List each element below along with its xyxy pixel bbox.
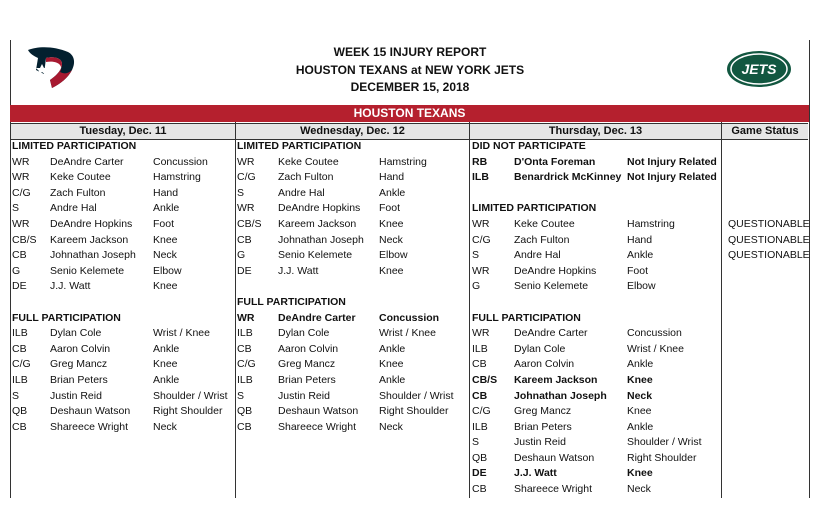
player-row [12, 342, 234, 358]
player-name: Zach Fulton [514, 233, 570, 246]
player-name: DeAndre Carter [514, 327, 588, 340]
blank-row [12, 295, 234, 311]
section-label: LIMITED PARTICIPATION [237, 140, 362, 152]
player-row [472, 373, 802, 389]
report-date: DECEMBER 15, 2018 [350, 80, 470, 94]
player-name: Zach Fulton [50, 186, 106, 199]
player-name: Zach Fulton [278, 171, 334, 184]
player-status: QUESTIONABLE [728, 249, 810, 262]
player-pos: DE [472, 467, 487, 480]
player-pos: ILB [12, 373, 28, 386]
player-row [237, 311, 468, 327]
player-row [472, 435, 802, 451]
player-injury: Knee [379, 217, 404, 230]
player-row [12, 170, 234, 186]
player-injury: Neck [153, 420, 177, 433]
player-name: DeAndre Carter [50, 155, 124, 168]
player-row [237, 248, 468, 264]
player-injury: Concussion [379, 311, 440, 324]
player-pos: WR [237, 202, 255, 215]
player-pos: CB [12, 420, 27, 433]
player-injury: Wrist / Knee [379, 327, 436, 340]
player-pos: G [472, 280, 481, 293]
section-label: LIMITED PARTICIPATION [12, 140, 137, 152]
player-pos: C/G [472, 233, 491, 246]
player-row [237, 389, 468, 405]
player-pos: S [237, 389, 245, 402]
player-injury: Hand [627, 233, 653, 246]
player-pos: CB/S [12, 233, 37, 246]
player-row [237, 357, 468, 373]
player-name: Kareem Jackson [514, 373, 598, 386]
player-injury: Knee [627, 405, 652, 418]
blank-row [472, 186, 802, 202]
blank-row [237, 279, 468, 295]
player-row [472, 451, 802, 467]
player-pos: C/G [237, 171, 256, 184]
player-pos: WR [472, 264, 490, 277]
section-header [472, 139, 802, 155]
player-row [472, 217, 810, 233]
player-name: Senio Kelemete [278, 249, 353, 262]
player-name: Johnathan Joseph [50, 249, 136, 262]
player-name: DeAndre Hopkins [50, 217, 133, 230]
column-divider [235, 122, 236, 498]
player-pos: S [237, 186, 245, 199]
section-header [12, 139, 234, 155]
player-injury: Wrist / Knee [627, 342, 684, 355]
player-injury: Elbow [379, 249, 408, 262]
player-row [472, 248, 810, 264]
player-name: DeAndre Hopkins [514, 264, 597, 277]
column-divider [469, 122, 470, 498]
section-label: FULL PARTICIPATION [12, 311, 121, 324]
player-status: QUESTIONABLE [728, 233, 810, 246]
player-name: J.J. Watt [278, 264, 319, 277]
player-name: Andre Hal [514, 249, 561, 262]
player-name: Keke Coutee [514, 217, 575, 230]
player-pos: CB/S [472, 373, 498, 386]
player-row [472, 170, 802, 186]
player-row [472, 326, 802, 342]
player-name: Greg Mancz [50, 358, 108, 371]
player-pos: WR [472, 217, 490, 230]
wednesday-header: Wednesday, Dec. 12 [236, 123, 469, 140]
player-name: J.J. Watt [50, 280, 91, 293]
player-row [237, 264, 468, 280]
player-pos: CB [237, 233, 252, 246]
thursday-column [472, 139, 810, 498]
player-pos: S [472, 249, 480, 262]
player-row [237, 404, 468, 420]
player-injury: Elbow [153, 264, 182, 277]
player-name: Justin Reid [278, 389, 330, 402]
player-row [472, 357, 802, 373]
player-name: Greg Mancz [514, 405, 572, 418]
player-pos: QB [237, 405, 253, 418]
player-name: Dylan Cole [514, 342, 566, 355]
player-name: Brian Peters [50, 373, 108, 386]
player-name: DeAndre Hopkins [278, 202, 361, 215]
player-name: Senio Kelemete [514, 280, 589, 293]
player-name: Aaron Colvin [278, 342, 339, 355]
player-injury: Shoulder / Wrist [379, 389, 454, 402]
player-row [472, 420, 802, 436]
player-pos: WR [472, 327, 490, 340]
player-status: QUESTIONABLE [728, 217, 810, 230]
player-name: Andre Hal [50, 202, 97, 215]
player-row [237, 233, 468, 249]
player-pos: WR [237, 155, 255, 168]
player-name: Kareem Jackson [50, 233, 129, 246]
player-injury: Ankle [627, 249, 654, 262]
player-row [472, 155, 802, 171]
player-pos: G [12, 264, 21, 277]
tuesday-column [12, 139, 234, 435]
player-pos: ILB [472, 420, 488, 433]
game-status-header: Game Status [722, 123, 808, 140]
player-injury: Not Injury Related [627, 155, 717, 168]
player-injury: Neck [379, 420, 403, 433]
player-name: Johnathan Joseph [514, 389, 607, 402]
player-row [237, 155, 468, 171]
player-pos: C/G [472, 405, 491, 418]
player-row [472, 466, 802, 482]
player-name: Senio Kelemete [50, 264, 125, 277]
player-pos: CB [12, 342, 27, 355]
player-pos: ILB [12, 327, 28, 340]
player-pos: WR [12, 217, 30, 230]
player-name: Keke Coutee [50, 171, 111, 184]
player-injury: Ankle [153, 373, 180, 386]
player-row [12, 233, 234, 249]
player-injury: Hamstring [153, 171, 201, 184]
player-row [12, 357, 234, 373]
section-header [237, 295, 468, 311]
player-name: DeAndre Carter [278, 311, 356, 324]
player-injury: Knee [153, 358, 178, 371]
player-row [12, 420, 234, 436]
player-pos: C/G [12, 186, 31, 199]
player-name: Deshaun Watson [278, 405, 359, 418]
player-row [472, 482, 802, 498]
player-row [12, 248, 234, 264]
player-name: Deshaun Watson [514, 451, 595, 464]
player-name: Aaron Colvin [50, 342, 111, 355]
player-row [472, 279, 802, 295]
player-row [237, 201, 468, 217]
player-injury: Ankle [153, 202, 180, 215]
player-name: Dylan Cole [278, 327, 330, 340]
player-name: Keke Coutee [278, 155, 339, 168]
player-row [237, 186, 468, 202]
player-pos: WR [237, 311, 255, 324]
player-injury: Shoulder / Wrist [153, 389, 228, 402]
player-injury: Elbow [627, 280, 656, 293]
player-pos: S [472, 436, 480, 449]
section-header [472, 201, 802, 217]
player-injury: Knee [153, 233, 178, 246]
player-row [472, 389, 802, 405]
player-injury: Ankle [379, 186, 406, 199]
player-injury: Knee [627, 467, 653, 480]
player-injury: Neck [627, 483, 651, 496]
player-injury: Neck [379, 233, 403, 246]
player-name: Andre Hal [278, 186, 325, 199]
player-pos: CB/S [237, 217, 262, 230]
player-pos: C/G [237, 358, 256, 371]
player-pos: CB [12, 249, 27, 262]
player-injury: Neck [627, 389, 653, 402]
svg-text:JETS: JETS [741, 61, 777, 77]
player-name: Brian Peters [514, 420, 572, 433]
player-pos: CB [472, 389, 488, 402]
player-injury: Hamstring [379, 155, 427, 168]
player-pos: QB [12, 405, 28, 418]
player-injury: Knee [379, 358, 404, 371]
player-name: Greg Mancz [278, 358, 336, 371]
player-pos: RB [472, 155, 488, 168]
section-header [472, 311, 802, 327]
player-row [237, 342, 468, 358]
report-title: WEEK 15 INJURY REPORT [333, 45, 487, 59]
player-name: Brian Peters [278, 373, 336, 386]
player-injury: Concussion [627, 327, 682, 340]
player-pos: CB [237, 420, 252, 433]
player-injury: Foot [627, 264, 649, 277]
player-row [237, 170, 468, 186]
player-row [12, 186, 234, 202]
player-name: Johnathan Joseph [278, 233, 364, 246]
player-injury: Ankle [627, 358, 654, 371]
tuesday-header: Tuesday, Dec. 11 [11, 123, 235, 140]
player-row [12, 279, 234, 295]
player-name: Benardrick McKinney [514, 171, 622, 184]
player-injury: Hamstring [627, 217, 675, 230]
thursday-header: Thursday, Dec. 13 [470, 123, 721, 140]
player-row [237, 326, 468, 342]
player-injury: Knee [379, 264, 404, 277]
section-label: DID NOT PARTICIPATE [472, 140, 586, 152]
player-pos: G [237, 249, 246, 262]
player-injury: Right Shoulder [379, 405, 449, 418]
player-row [12, 201, 234, 217]
player-pos: CB [472, 483, 487, 496]
wednesday-column [237, 139, 468, 435]
section-header [237, 139, 468, 155]
player-pos: ILB [237, 373, 253, 386]
player-injury: Ankle [153, 342, 180, 355]
player-injury: Concussion [153, 155, 208, 168]
player-name: Aaron Colvin [514, 358, 575, 371]
player-injury: Ankle [627, 420, 654, 433]
player-name: Dylan Cole [50, 327, 102, 340]
team-banner: HOUSTON TEXANS [10, 105, 809, 122]
player-pos: CB [472, 358, 487, 371]
player-pos: QB [472, 451, 488, 464]
player-name: Kareem Jackson [278, 217, 357, 230]
player-name: D'Onta Foreman [514, 155, 596, 168]
player-name: Shareece Wright [50, 420, 129, 433]
player-pos: S [12, 202, 20, 215]
player-row [12, 326, 234, 342]
player-row [472, 342, 802, 358]
player-row [12, 404, 234, 420]
player-row [12, 373, 234, 389]
player-row [237, 420, 468, 436]
player-pos: C/G [12, 358, 31, 371]
player-injury: Ankle [379, 373, 406, 386]
player-injury: Knee [153, 280, 178, 293]
player-injury: Neck [153, 249, 177, 262]
player-name: Justin Reid [50, 389, 102, 402]
player-name: Shareece Wright [514, 483, 593, 496]
player-injury: Shoulder / Wrist [627, 436, 702, 449]
player-row [237, 373, 468, 389]
player-pos: DE [237, 264, 252, 277]
player-injury: Ankle [379, 342, 406, 355]
player-row [12, 389, 234, 405]
player-pos: WR [12, 155, 30, 168]
player-name: J.J. Watt [514, 467, 557, 480]
player-injury: Right Shoulder [627, 451, 697, 464]
player-row [472, 264, 802, 280]
player-injury: Foot [153, 217, 175, 230]
player-pos: CB [237, 342, 252, 355]
player-pos: ILB [237, 327, 253, 340]
player-pos: ILB [472, 342, 488, 355]
player-row [472, 404, 802, 420]
section-header [12, 311, 234, 327]
player-injury: Wrist / Knee [153, 327, 210, 340]
player-injury: Not Injury Related [627, 171, 717, 184]
section-label: LIMITED PARTICIPATION [472, 202, 597, 215]
player-row [12, 264, 234, 280]
player-name: Shareece Wright [278, 420, 357, 433]
player-injury: Foot [379, 202, 401, 215]
matchup-title: HOUSTON TEXANS at NEW YORK JETS [295, 63, 525, 77]
player-injury: Hand [379, 171, 405, 184]
blank-row [472, 295, 802, 311]
player-row [12, 217, 234, 233]
player-row [472, 233, 810, 249]
player-name: Deshaun Watson [50, 405, 131, 418]
player-pos: WR [12, 171, 30, 184]
player-pos: ILB [472, 171, 489, 184]
player-injury: Knee [627, 373, 653, 386]
section-label: FULL PARTICIPATION [472, 311, 581, 324]
player-pos: S [12, 389, 20, 402]
player-injury: Right Shoulder [153, 405, 223, 418]
player-row [12, 155, 234, 171]
player-pos: DE [12, 280, 27, 293]
player-name: Justin Reid [514, 436, 566, 449]
player-injury: Hand [153, 186, 179, 199]
player-row [237, 217, 468, 233]
section-label: FULL PARTICIPATION [237, 295, 346, 308]
